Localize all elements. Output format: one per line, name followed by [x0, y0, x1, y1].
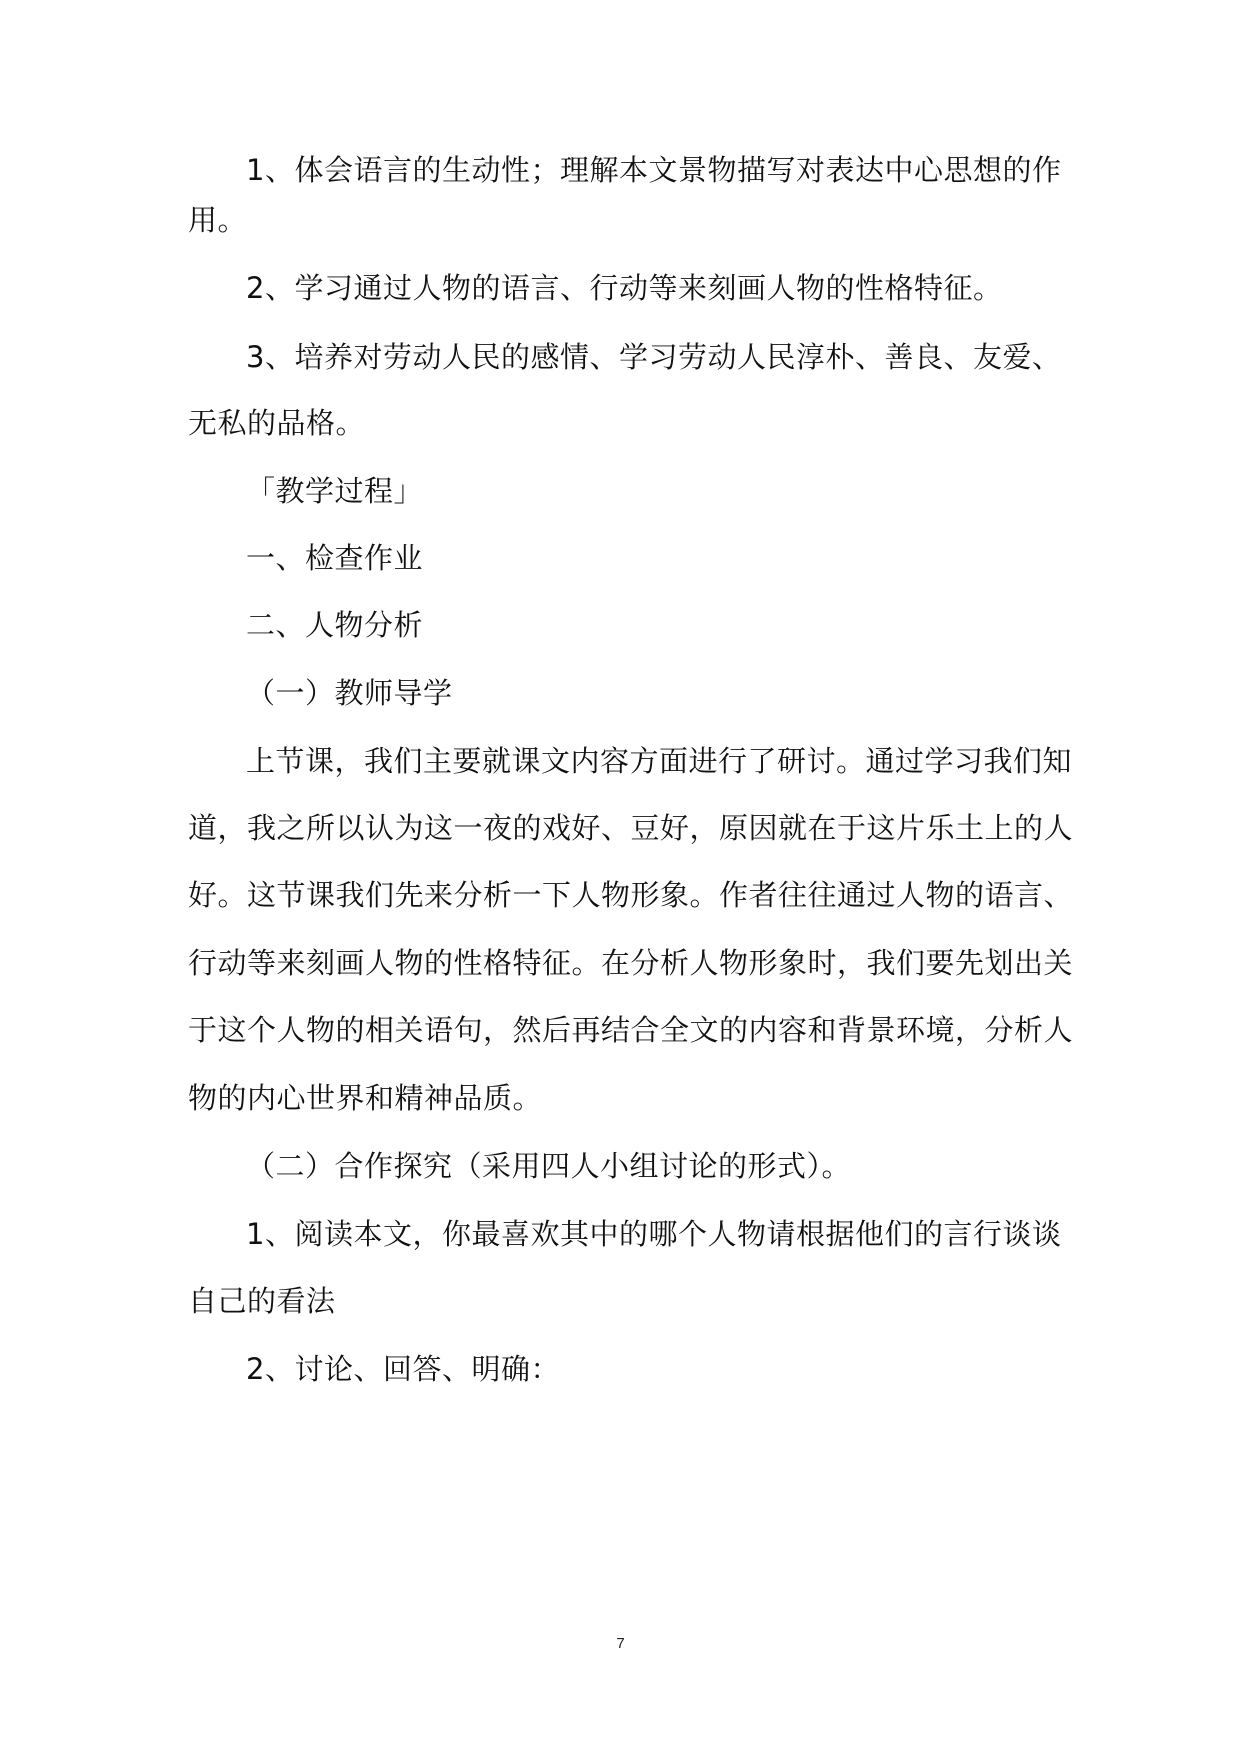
goal-3-line-2: 无私的品格。	[188, 406, 366, 440]
task-1-line-2: 自己的看法	[188, 1284, 336, 1318]
task-2: 2、讨论、回答、明确：	[246, 1352, 560, 1386]
paragraph-line-3: 好。这节课我们先来分析一下人物形象。作者往往通过人物的语言、	[188, 878, 1074, 912]
paragraph-line-2: 道，我之所以认为这一夜的戏好、豆好，原因就在于这片乐土上的人	[188, 811, 1074, 845]
goal-1-line-1: 1、体会语言的生动性；理解本文景物描写对表达中心思想的作	[246, 153, 1062, 187]
section-heading-teaching-process: 「教学过程」	[246, 474, 424, 508]
step-2-heading: 二、人物分析	[246, 608, 424, 642]
paragraph-line-5: 于这个人物的相关语句，然后再结合全文的内容和背景环境，分析人	[188, 1013, 1074, 1047]
paragraph-line-1: 上节课，我们主要就课文内容方面进行了研讨。通过学习我们知	[246, 744, 1073, 778]
goal-2: 2、学习通过人物的语言、行动等来刻画人物的性格特征。	[246, 271, 1003, 305]
step-1-heading: 一、检查作业	[246, 541, 424, 575]
paragraph-line-4: 行动等来刻画人物的性格特征。在分析人物形象时，我们要先划出关	[188, 946, 1074, 980]
goal-3-line-1: 3、培养对劳动人民的感情、学习劳动人民淳朴、善良、友爱、	[246, 340, 1062, 374]
subsection-1-heading: （一）教师导学	[246, 676, 453, 710]
subsection-2-heading: （二）合作探究（采用四人小组讨论的形式）。	[246, 1149, 852, 1183]
goal-1-line-2: 用。	[188, 203, 248, 237]
page-number: 7	[616, 1635, 625, 1652]
task-1-line-1: 1、阅读本文，你最喜欢其中的哪个人物请根据他们的言行谈谈	[246, 1217, 1062, 1251]
paragraph-line-6: 物的内心世界和精神品质。	[188, 1081, 543, 1115]
